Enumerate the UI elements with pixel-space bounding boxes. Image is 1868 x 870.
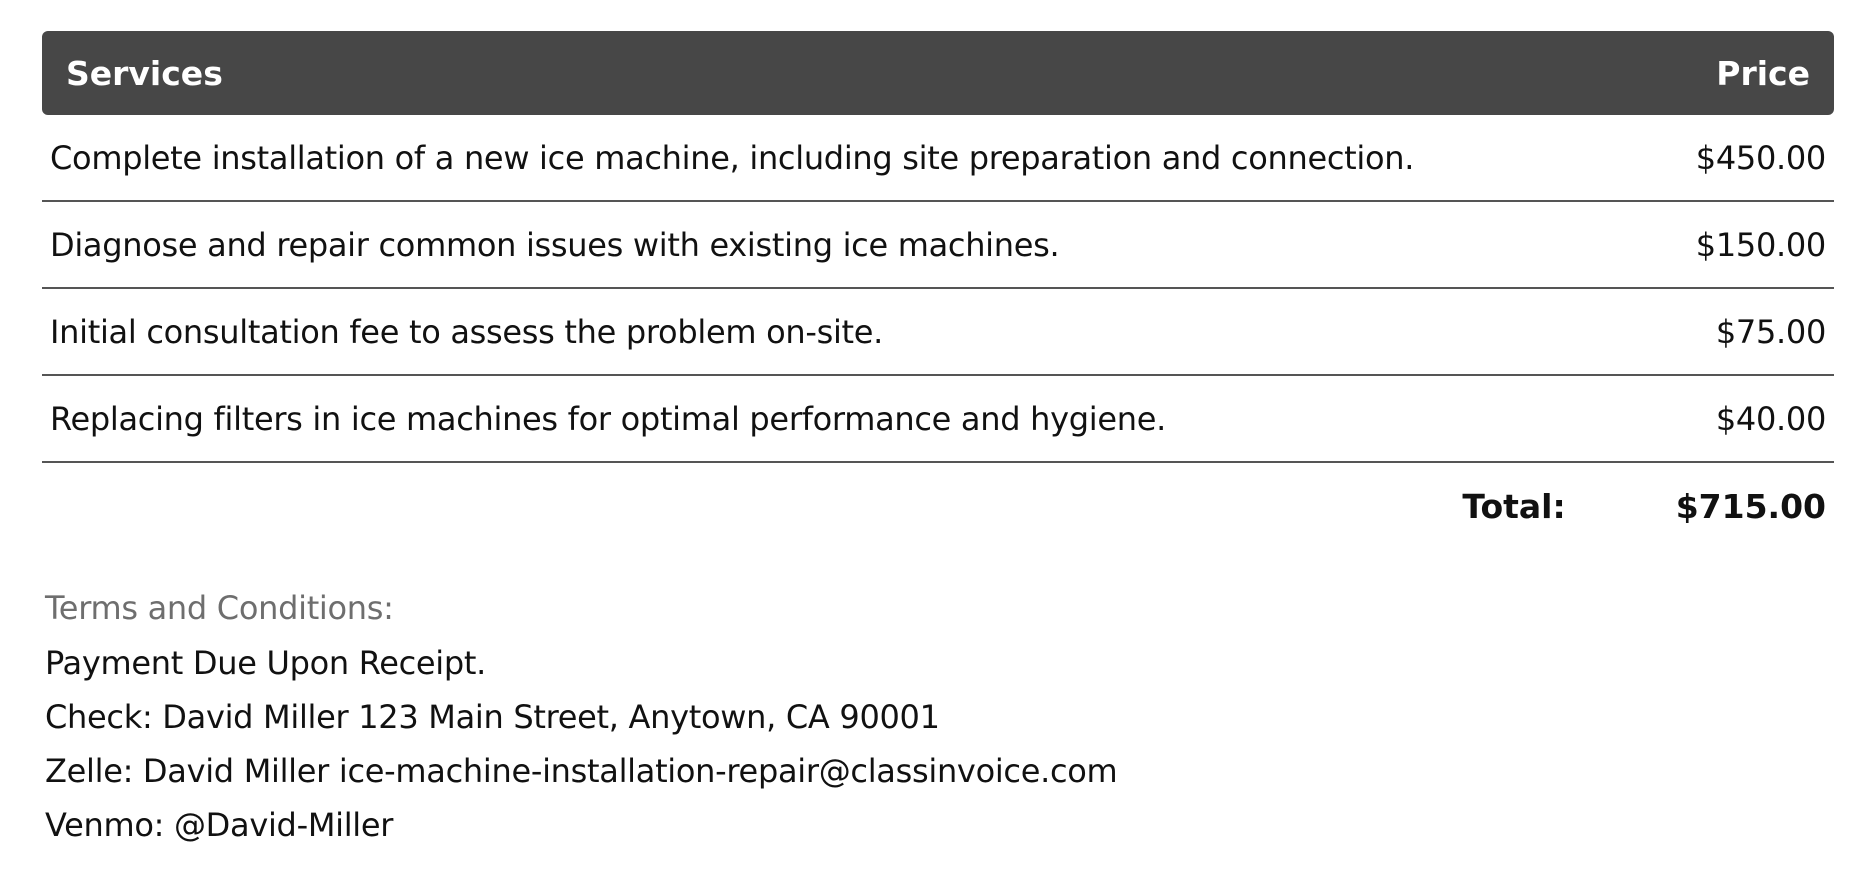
price-column-header: Price xyxy=(1716,53,1810,93)
services-column-header: Services xyxy=(66,53,223,93)
zelle-payment-text: Zelle: David Miller ice-machine-installation-repair@classinvoice.com xyxy=(45,752,1118,790)
table-row xyxy=(42,115,1834,202)
check-payment-text: Check: David Miller 123 Main Street, Anytown, CA 90001 xyxy=(45,698,940,736)
table-row xyxy=(42,376,1834,463)
terms-section xyxy=(45,580,1117,852)
total-label: Total: xyxy=(1462,486,1566,526)
service-price: $40.00 xyxy=(1715,399,1826,438)
venmo-payment-text: Venmo: @David-Miller xyxy=(45,806,394,844)
services-table xyxy=(42,31,1834,549)
service-description: Replacing filters in ice machines for optimal performance and hygiene. xyxy=(50,399,1166,438)
table-row xyxy=(42,289,1834,376)
service-price: $75.00 xyxy=(1715,312,1826,351)
service-description: Diagnose and repair common issues with existing ice machines. xyxy=(50,225,1060,264)
table-header xyxy=(42,31,1834,115)
total-row xyxy=(42,463,1834,549)
service-description: Complete installation of a new ice machine, including site preparation and connection. xyxy=(50,138,1415,177)
table-row xyxy=(42,202,1834,289)
service-price: $150.00 xyxy=(1695,225,1826,264)
service-price: $450.00 xyxy=(1695,138,1826,177)
service-description: Initial consultation fee to assess the problem on-site. xyxy=(50,312,884,351)
payment-due-text: Payment Due Upon Receipt. xyxy=(45,644,487,682)
total-value: $715.00 xyxy=(1675,486,1826,526)
terms-title: Terms and Conditions: xyxy=(45,589,394,627)
